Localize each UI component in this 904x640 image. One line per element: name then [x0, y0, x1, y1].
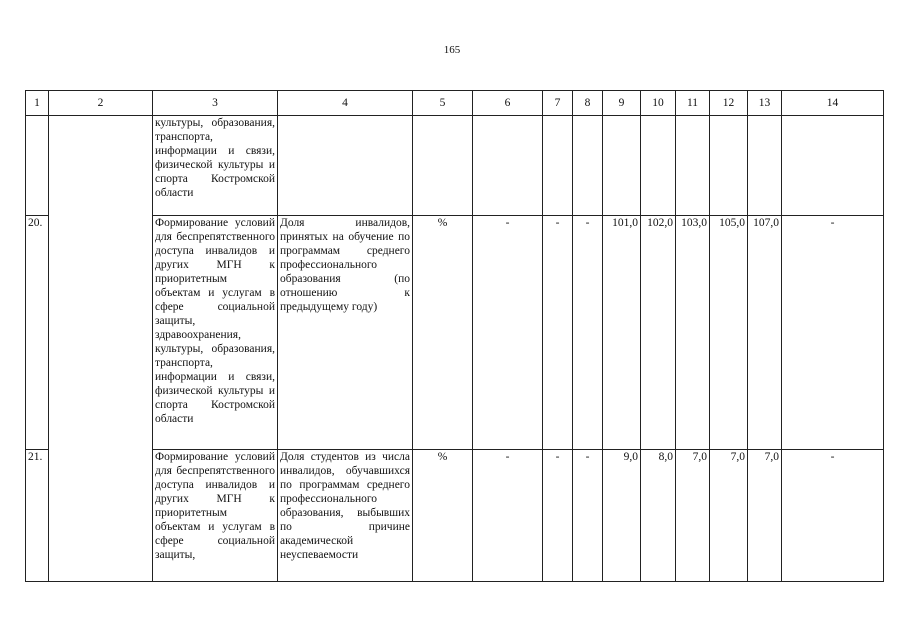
cell-value: -	[573, 450, 603, 582]
cell-value: 7,0	[710, 450, 748, 582]
cell-value: 107,0	[748, 216, 782, 450]
column-header: 6	[473, 91, 543, 116]
table-header-row	[26, 91, 884, 116]
cell-value: -	[543, 450, 573, 582]
cell-empty	[278, 116, 413, 216]
cell-empty	[413, 116, 473, 216]
cell-empty	[710, 116, 748, 216]
cell-empty	[603, 116, 641, 216]
cell-empty	[26, 116, 49, 216]
cell-value: 103,0	[676, 216, 710, 450]
cell-value: -	[573, 216, 603, 450]
cell-unit: %	[413, 216, 473, 450]
column-header: 2	[49, 91, 153, 116]
cell-event: Формирование условий для беспрепятственного доступа инвалидов и других МГН к приоритетным объектам и услугам в сфере социальной защиты, здравоохранения, культуры, образования, транспорта, информации и связи, физической культуры и спорта Костромской области	[153, 216, 278, 450]
column-header: 4	[278, 91, 413, 116]
indicators-table	[25, 90, 884, 582]
cell-empty	[473, 116, 543, 216]
cell-value: 101,0	[603, 216, 641, 450]
page-number: 165	[443, 44, 461, 56]
cell-empty	[543, 116, 573, 216]
column-header: 12	[710, 91, 748, 116]
cell-value: 105,0	[710, 216, 748, 450]
cell-indicator: Доля студентов из числа инвалидов, обучавшихся по программам среднего профессионального образования, выбывших по причине академической неуспеваемости	[278, 450, 413, 582]
table-row	[26, 450, 884, 582]
cell-value: 102,0	[641, 216, 676, 450]
cell-value: 7,0	[676, 450, 710, 582]
cell-value: -	[473, 450, 543, 582]
cell-empty	[782, 116, 884, 216]
cell-empty	[641, 116, 676, 216]
cell-empty	[573, 116, 603, 216]
column-header: 8	[573, 91, 603, 116]
cell-indicator: Доля инвалидов, принятых на обучение по программам среднего профессионального образования (по отношению к предыдущему году)	[278, 216, 413, 450]
cell-value: -	[473, 216, 543, 450]
column-header: 3	[153, 91, 278, 116]
cell-unit: %	[413, 450, 473, 582]
cell-group	[49, 116, 153, 582]
cell-empty	[676, 116, 710, 216]
cell-value: -	[543, 216, 573, 450]
cell-value: 7,0	[748, 450, 782, 582]
cell-empty	[748, 116, 782, 216]
table-row	[26, 216, 884, 450]
column-header: 7	[543, 91, 573, 116]
cell-value: 8,0	[641, 450, 676, 582]
cell-event-continuation: культуры, образования, транспорта, информации и связи, физической культуры и спорта Костромской области	[153, 116, 278, 216]
column-header: 9	[603, 91, 641, 116]
row-number: 21.	[26, 450, 49, 582]
column-header: 14	[782, 91, 884, 116]
cell-value: -	[782, 450, 884, 582]
column-header: 5	[413, 91, 473, 116]
table-row-continuation	[26, 116, 884, 216]
column-header: 11	[676, 91, 710, 116]
cell-event: Формирование условий для беспрепятственного доступа инвалидов и других МГН к приоритетным объектам и услугам в сфере социальной защиты,	[153, 450, 278, 582]
column-header: 13	[748, 91, 782, 116]
column-header: 10	[641, 91, 676, 116]
row-number: 20.	[26, 216, 49, 450]
column-header: 1	[26, 91, 49, 116]
cell-value: 9,0	[603, 450, 641, 582]
cell-value: -	[782, 216, 884, 450]
